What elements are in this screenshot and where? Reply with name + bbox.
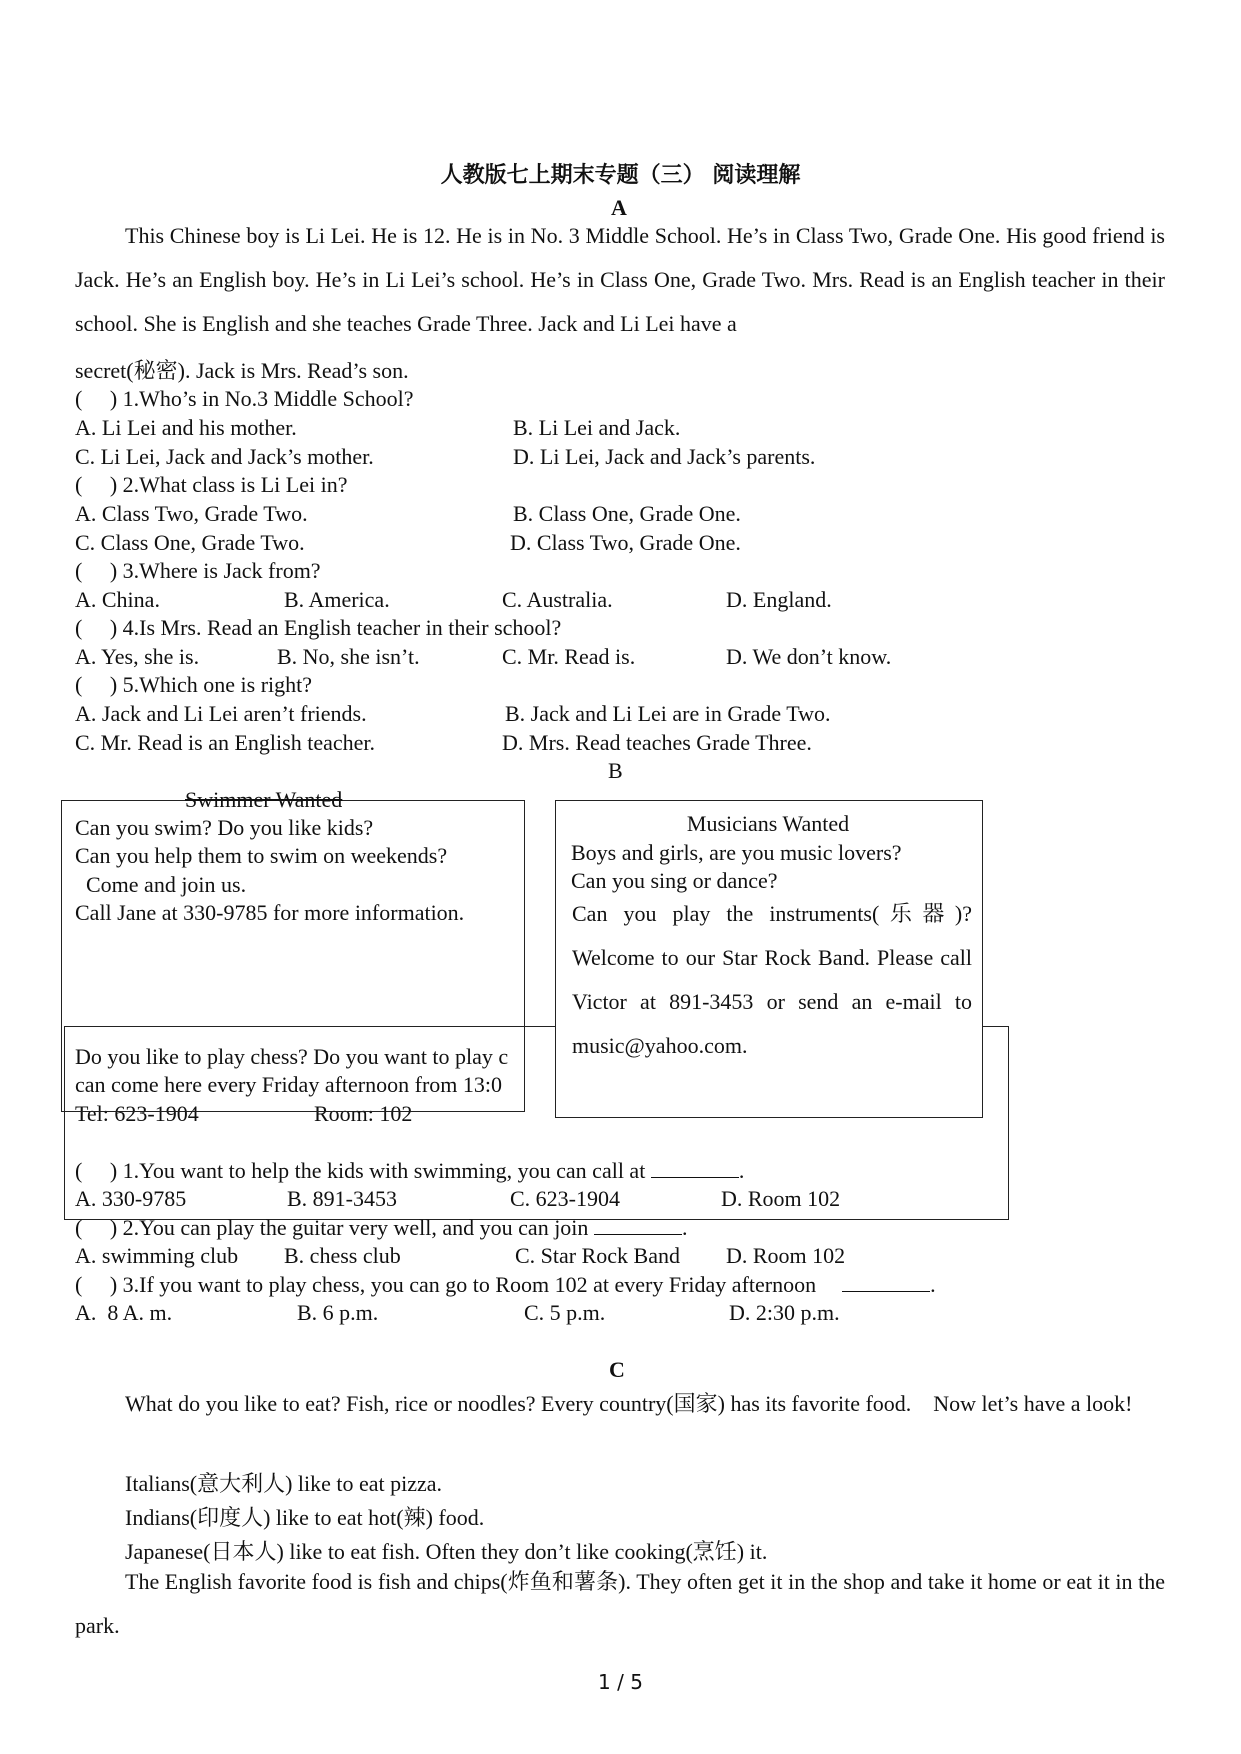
option-b1-a: A. 330-9785 [75, 1186, 187, 1211]
option-a2-d: D. Class Two, Grade One. [510, 530, 741, 555]
question-a2: ( ) 2.What class is Li Lei in? [75, 472, 348, 497]
option-a1-c: C. Li Lei, Jack and Jack’s mother. [75, 444, 374, 469]
option-b1-b: B. 891-3453 [287, 1186, 397, 1211]
section-c-label: C [609, 1357, 625, 1382]
option-a2-c: C. Class One, Grade Two. [75, 530, 305, 555]
option-a5-b: B. Jack and Li Lei are in Grade Two. [505, 701, 831, 726]
section-a-label: A [611, 195, 627, 220]
section-c-english-food: The English favorite food is fish and chips(炸鱼和薯条). They often get it in the shop and take it home or eat it in the park. [75, 1569, 1165, 1638]
option-a4-a: A. Yes, she is. [75, 644, 200, 669]
swimmer-ad-line2: Can you help them to swim on weekends? [75, 843, 448, 868]
question-b3: ( ) 3.If you want to play chess, you can go to Room 102 at every Friday afternoon . [75, 1272, 936, 1297]
option-a1-b: B. Li Lei and Jack. [513, 415, 681, 440]
option-b3-c: C. 5 p.m. [524, 1300, 606, 1325]
question-a4: ( ) 4.Is Mrs. Read an English teacher in their school? [75, 615, 562, 640]
option-a5-c: C. Mr. Read is an English teacher. [75, 730, 375, 755]
option-b2-c: C. Star Rock Band [515, 1243, 680, 1268]
question-a3: ( ) 3.Where is Jack from? [75, 558, 321, 583]
answer-blank [842, 1273, 930, 1292]
section-c-line1: Italians(意大利人) like to eat pizza. [125, 1471, 443, 1496]
question-b1: ( ) 1.You want to help the kids with swimming, you can call at . [75, 1158, 745, 1183]
option-a2-a: A. Class Two, Grade Two. [75, 501, 308, 526]
option-b3-a: A. 8 A. m. [75, 1300, 173, 1325]
question-b2: ( ) 2.You can play the guitar very well, and you can join . [75, 1215, 688, 1240]
option-a3-d: D. England. [726, 587, 832, 612]
musicians-ad-body: Can you play the instruments(乐器)? Welcome to our Star Rock Band. Please call Victor at 891-3453 or send an e-mail to music@yahoo.com. [572, 901, 972, 1058]
section-c-intro: What do you like to eat? Fish, rice or noodles? Every country(国家) has its favorite food. Now let’s have a look! [125, 1391, 1133, 1416]
option-a3-b: B. America. [284, 587, 390, 612]
chess-ad-room: Room: 102 [314, 1101, 413, 1126]
option-a4-c: C. Mr. Read is. [502, 644, 636, 669]
question-a1: ( ) 1.Who’s in No.3 Middle School? [75, 386, 414, 411]
option-b1-c: C. 623-1904 [510, 1186, 620, 1211]
option-a1-a: A. Li Lei and his mother. [75, 415, 297, 440]
swimmer-ad-line4: Call Jane at 330-9785 for more information. [75, 900, 465, 925]
option-b2-b: B. chess club [284, 1243, 401, 1268]
swimmer-ad-heading: Swimmer Wanted [185, 787, 343, 812]
musicians-ad-line1: Boys and girls, are you music lovers? [571, 840, 902, 865]
option-b2-d: D. Room 102 [726, 1243, 846, 1268]
option-b3-b: B. 6 p.m. [297, 1300, 379, 1325]
section-b-label: B [608, 758, 623, 783]
swimmer-ad-line3: Come and join us. [75, 872, 247, 897]
section-a-passage: This Chinese boy is Li Lei. He is 12. He is in No. 3 Middle School. He’s in Class Two, Grade One. His good friend is Jack. He’s an English boy. He’s in Li Lei’s school. He’s in Class One, Grade Two. Mrs. Read is an English teacher in their school. She is English and she teaches Grade Three. Jack and Li Lei have a [75, 223, 1165, 336]
question-a5: ( ) 5.Which one is right? [75, 672, 313, 697]
option-b1-d: D. Room 102 [721, 1186, 841, 1211]
page-number: 1 / 5 [598, 1670, 643, 1694]
option-a1-d: D. Li Lei, Jack and Jack’s parents. [513, 444, 816, 469]
option-a3-a: A. China. [75, 587, 160, 612]
musicians-ad-line2: Can you sing or dance? [571, 868, 778, 893]
swimmer-ad-line1: Can you swim? Do you like kids? [75, 815, 374, 840]
option-a3-c: C. Australia. [502, 587, 613, 612]
option-b2-a: A. swimming club [75, 1243, 239, 1268]
answer-blank [594, 1216, 682, 1235]
musicians-ad-heading: Musicians Wanted [686, 811, 850, 836]
answer-blank [651, 1159, 739, 1178]
section-c-line2: Indians(印度人) like to eat hot(辣) food. [125, 1505, 485, 1530]
section-a-passage-last: secret(秘密). Jack is Mrs. Read’s son. [75, 358, 409, 383]
option-a5-d: D. Mrs. Read teaches Grade Three. [502, 730, 812, 755]
chess-ad-line1: Do you like to play chess? Do you want to play c [75, 1044, 509, 1069]
page-title: 人教版七上期末专题（三） 阅读理解 [440, 163, 801, 188]
section-c-line3: Japanese(日本人) like to eat fish. Often they don’t like cooking(烹饪) it. [125, 1539, 768, 1564]
option-a4-d: D. We don’t know. [726, 644, 892, 669]
option-a4-b: B. No, she isn’t. [277, 644, 420, 669]
chess-ad-line2: can come here every Friday afternoon from 13:0 [75, 1072, 502, 1097]
option-a2-b: B. Class One, Grade One. [513, 501, 741, 526]
option-b3-d: D. 2:30 p.m. [729, 1300, 840, 1325]
option-a5-a: A. Jack and Li Lei aren’t friends. [75, 701, 367, 726]
chess-ad-tel: Tel: 623-1904 [75, 1101, 199, 1126]
